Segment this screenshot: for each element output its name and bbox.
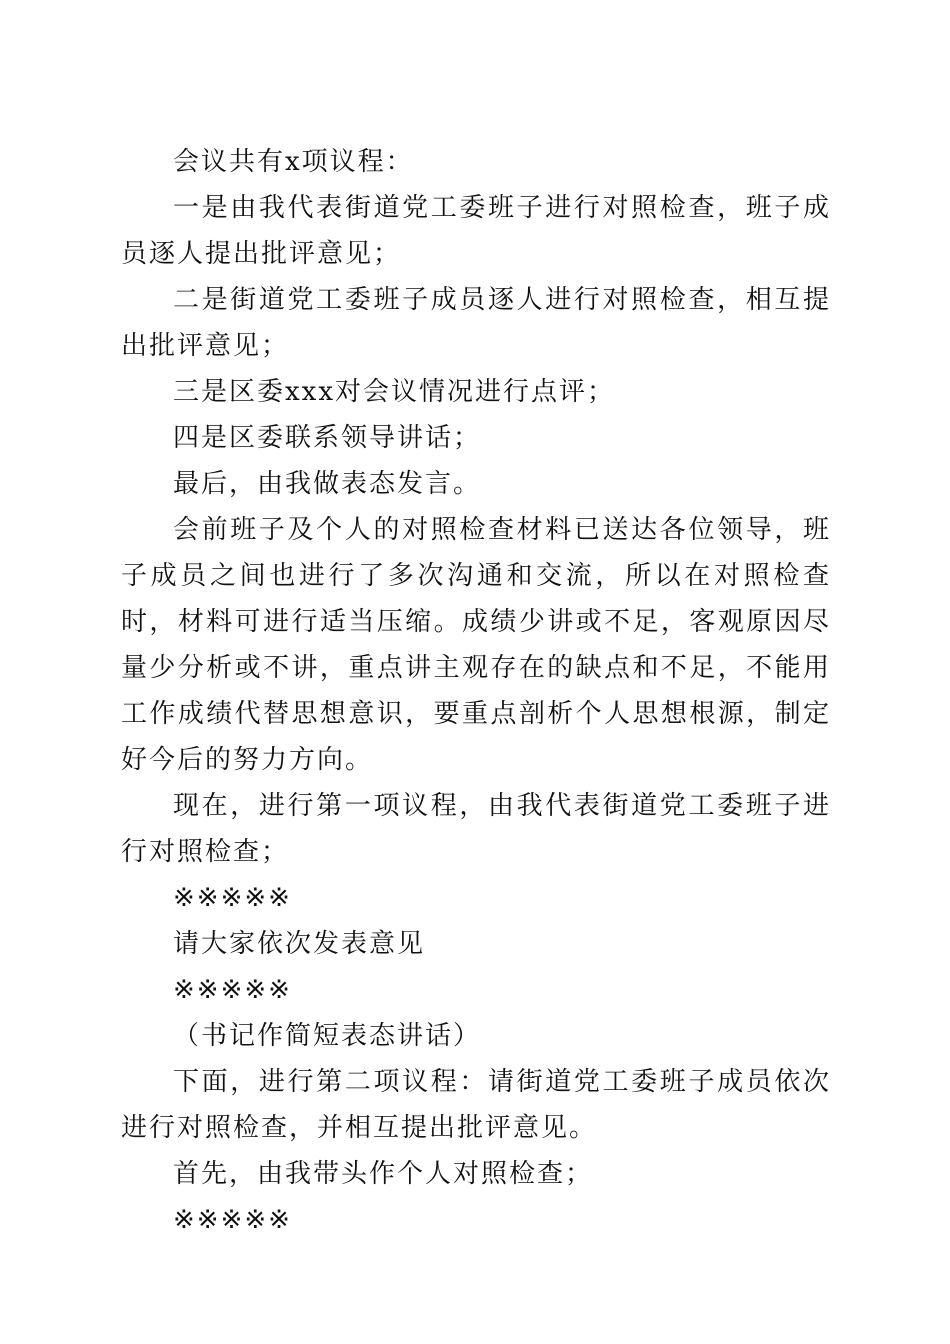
paragraph-second-item-start: 下面，进行第二项议程：请街道党工委班子成员依次进行对照检查，并相互提出批评意见。 [121, 1067, 831, 1143]
paragraph-agenda-intro: 会议共有x项议程： [173, 147, 414, 177]
paragraph-placeholder-2: ※※※※※ [173, 975, 292, 1005]
paragraph-agenda-item-4: 四是区委联系领导讲话； [173, 423, 482, 453]
paragraph-placeholder-1: ※※※※※ [173, 883, 292, 913]
document-body [121, 139, 831, 1243]
paragraph-secretary-remark: （书记作简短表态讲话） [173, 1021, 482, 1051]
paragraph-first-item-start: 现在，进行第一项议程，由我代表街道党工委班子进行对照检查； [121, 791, 831, 867]
paragraph-agenda-final: 最后，由我做表态发言。 [173, 469, 482, 499]
paragraph-agenda-item-3: 三是区委xxx对会议情况进行点评； [173, 377, 615, 407]
paragraph-self-check: 首先，由我带头作个人对照检查； [173, 1159, 594, 1189]
paragraph-preparation-notes: 会前班子及个人的对照检查材料已送达各位领导，班子成员之间也进行了多次沟通和交流，所以在对照检查时，材料可进行适当压缩。成绩少讲或不足，客观原因尽量少分析或不讲，重点讲主观存在的缺点和不足，不能用工作成绩代替思想意识，要重点剖析个人思想根源，制定好今后的努力方向。 [121, 515, 831, 775]
paragraph-agenda-item-1: 一是由我代表街道党工委班子进行对照检查，班子成员逐人提出批评意见； [121, 193, 831, 269]
paragraph-invite-opinions: 请大家依次发表意见 [173, 929, 426, 959]
paragraph-agenda-item-2: 二是街道党工委班子成员逐人进行对照检查，相互提出批评意见； [121, 285, 831, 361]
paragraph-placeholder-3: ※※※※※ [173, 1205, 292, 1235]
